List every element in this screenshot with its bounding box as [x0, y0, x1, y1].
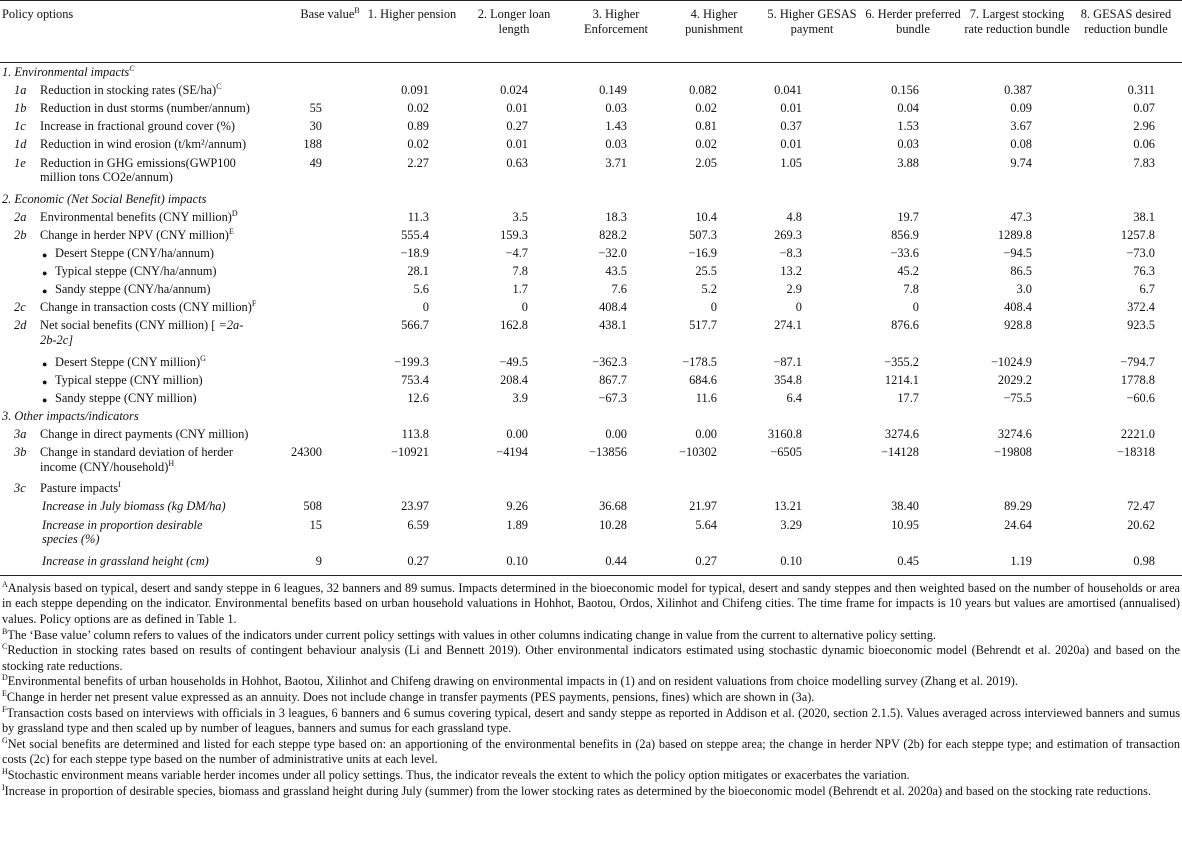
value-col-2: 0 — [521, 300, 528, 315]
row-label — [55, 282, 211, 297]
row-label — [40, 228, 234, 243]
value-col-7: 24.64 — [1004, 517, 1032, 532]
value-col-2: 162.8 — [500, 318, 528, 333]
value-col-4: 507.3 — [689, 227, 717, 242]
value-col-6: 38.40 — [891, 499, 919, 514]
value-col-7: 47.3 — [1010, 209, 1032, 224]
section-label-text: 1. Environmental impacts — [2, 65, 130, 79]
row-label-text: Environmental benefits (CNY million) — [40, 209, 232, 224]
value-col-2: 3.9 — [512, 390, 528, 405]
value-col-1: 12.6 — [407, 390, 429, 405]
row-code: 2c — [14, 300, 26, 315]
value-col-1: 0.02 — [407, 137, 429, 152]
footnote — [0, 768, 1182, 784]
value-col-6: 0.45 — [897, 553, 919, 568]
row-label-text: Change in transaction costs (CNY million) — [40, 300, 252, 315]
value-col-4: 0.81 — [695, 119, 717, 134]
value-col-8: 7.83 — [1133, 155, 1155, 170]
value-col-1: −199.3 — [394, 354, 429, 369]
value-col-1: 753.4 — [401, 372, 429, 387]
value-col-5: 3.29 — [780, 517, 802, 532]
value-col-5: 13.2 — [780, 264, 802, 279]
value-col-6: 45.2 — [897, 264, 919, 279]
value-col-6: 19.7 — [897, 209, 919, 224]
row-label-text: Reduction in stocking rates (SE/ha) — [40, 83, 217, 98]
row-label-text: Change in standard deviation of herder — [40, 445, 234, 460]
row-code: 1a — [14, 83, 27, 98]
header-base-text: Base value — [300, 7, 355, 21]
value-col-5: 0.01 — [780, 137, 802, 152]
value-col-2: −4194 — [496, 445, 528, 460]
value-col-5: 13.21 — [774, 499, 802, 514]
header-col-6: 6. Herder preferred bundle — [865, 7, 961, 36]
row-label-sup: D — [231, 208, 238, 218]
row-label-text: Reduction in wind erosion (t/km²/annum) — [40, 137, 247, 152]
value-col-2: 0.00 — [506, 427, 528, 441]
value-col-8: −73.0 — [1126, 246, 1155, 260]
value-col-3: 828.2 — [599, 227, 627, 242]
header-col-1: 1. Higher pension — [367, 7, 457, 21]
row-label-line2: 2b-2c] — [40, 332, 74, 347]
footnote-mark: C — [2, 642, 8, 652]
row-code: 1d — [14, 137, 27, 152]
value-col-3: 18.3 — [605, 209, 627, 224]
value-col-8: 76.3 — [1133, 264, 1155, 279]
footnote-text: Change in herder net present value expressed as an annuity. Does not include change in transfer payments (PES payments, pensions, fines) which are shown in (3a). — [6, 689, 815, 704]
value-col-7: 928.8 — [1004, 318, 1032, 333]
row-label — [40, 137, 246, 152]
value-col-3: 867.7 — [599, 372, 627, 387]
value-col-2: 0.01 — [506, 137, 528, 152]
value-col-4: 11.6 — [695, 390, 717, 405]
value-col-4: −10302 — [679, 445, 717, 460]
value-col-1: 23.97 — [401, 499, 429, 514]
footnote — [0, 643, 1182, 674]
value-col-1: 2.27 — [407, 155, 429, 170]
row-code: 3b — [14, 445, 27, 460]
value-col-1: 0.02 — [407, 101, 429, 116]
value-col-2: −4.7 — [505, 246, 528, 260]
bullet-icon: ● — [42, 394, 48, 405]
value-col-3: 36.68 — [599, 499, 627, 514]
header-col-3: 3. Higher Enforcement — [584, 7, 648, 36]
value-col-6: 10.95 — [891, 517, 919, 532]
value-col-7: 408.4 — [1004, 300, 1032, 315]
value-col-5: 1.05 — [780, 155, 802, 170]
value-col-2: 208.4 — [500, 372, 528, 387]
value-col-4: 0.082 — [689, 83, 717, 98]
value-col-8: 923.5 — [1127, 318, 1155, 333]
header-col-4: 4. Higher punishment — [685, 7, 743, 36]
row-label — [40, 210, 238, 225]
value-col-3: 0.03 — [605, 137, 627, 152]
row-label-sup: F — [251, 299, 257, 309]
value-col-5: 0.10 — [780, 553, 802, 568]
value-col-4: 0 — [710, 300, 717, 315]
value-col-4: 2.05 — [695, 155, 717, 170]
value-col-6: 17.7 — [897, 390, 919, 405]
row-label — [40, 101, 250, 116]
row-label-text: Change in herder NPV (CNY million) — [40, 227, 229, 242]
value-col-8: 72.47 — [1127, 499, 1155, 514]
value-col-1: −18.9 — [400, 246, 429, 260]
value-col-7: 3.67 — [1010, 119, 1032, 134]
value-col-2: 0.63 — [506, 155, 528, 170]
value-col-6: 856.9 — [891, 227, 919, 242]
value-col-5: 0.01 — [780, 101, 802, 116]
value-col-2: 7.8 — [512, 264, 528, 279]
bullet-icon: ● — [42, 250, 48, 260]
value-col-8: 0.07 — [1133, 101, 1155, 116]
bullet-icon: ● — [42, 376, 48, 387]
value-col-7: 1.19 — [1010, 553, 1032, 568]
value-col-6: 876.6 — [891, 318, 919, 333]
value-col-4: 5.64 — [695, 517, 717, 532]
row-label — [40, 427, 248, 442]
value-col-1: 0.091 — [401, 83, 429, 98]
value-col-5: 3160.8 — [767, 427, 802, 441]
value-col-3: 408.4 — [599, 300, 627, 315]
value-col-8: 372.4 — [1127, 300, 1155, 315]
base-value: 188 — [303, 137, 322, 152]
row-label — [40, 156, 236, 185]
value-col-3: −67.3 — [598, 390, 627, 405]
base-value: 30 — [309, 119, 322, 134]
value-col-7: 0.09 — [1010, 101, 1032, 116]
value-col-1: 0.27 — [407, 553, 429, 568]
header-col-7: 7. Largest stocking rate reduction bundle — [964, 7, 1070, 36]
value-col-8: 2221.0 — [1120, 427, 1155, 441]
value-col-6: −33.6 — [890, 246, 919, 260]
value-col-7: 2029.2 — [997, 372, 1032, 387]
value-col-6: 3274.6 — [884, 427, 919, 441]
value-col-6: −14128 — [881, 445, 919, 460]
value-col-4: 0.00 — [695, 427, 717, 441]
row-label-text: Typical steppe (CNY million) — [55, 372, 203, 387]
value-col-4: 517.7 — [689, 318, 717, 333]
row-label-text: Increase in grassland height (cm) — [42, 553, 209, 568]
footnote-mark: B — [2, 626, 8, 636]
header-base-value — [300, 7, 360, 22]
row-label — [40, 445, 233, 474]
footnote-mark: F — [2, 704, 7, 714]
value-col-7: 0.387 — [1004, 83, 1032, 98]
value-col-7: −19808 — [994, 445, 1032, 460]
header-col-2: 2. Longer loan length — [477, 7, 551, 36]
row-label-text: Increase in July biomass (kg DM/ha) — [42, 499, 226, 514]
footnote-text: Increase in proportion of desirable species, biomass and grassland height during July (summer) from the lower stocking rates as determined by the bioeconomic model (Behrendt et al. 2020a) and based on the stocking rate reductions. — [4, 783, 1152, 798]
value-col-4: 0.02 — [695, 137, 717, 152]
row-label-text: Typical steppe (CNY/ha/annum) — [55, 264, 217, 279]
row-label — [55, 373, 203, 388]
value-col-1: 28.1 — [407, 264, 429, 279]
row-label-text: Reduction in dust storms (number/annum) — [40, 101, 250, 116]
bullet-icon: ● — [42, 358, 48, 369]
base-value: 55 — [309, 101, 322, 116]
row-label — [40, 481, 121, 496]
row-code: 3c — [14, 481, 26, 496]
row-code: 2b — [14, 227, 27, 242]
value-col-3: 0.03 — [605, 101, 627, 116]
row-label-line2: million tons CO2e/annum) — [40, 170, 173, 184]
footnote-text: Environmental benefits of urban households in Hohhot, Baotou, Xilinhot and Chifeng drawing on environmental impacts in (1) and on resident valuations from choice modelling survey (Zhang et al. 2019). — [7, 674, 1018, 689]
bottom-rule — [0, 575, 1182, 576]
value-col-3: 7.6 — [611, 282, 627, 297]
value-col-8: 1778.8 — [1120, 372, 1155, 387]
row-label-text: Pasture impacts — [40, 481, 119, 496]
footnote-mark: G — [2, 735, 8, 745]
value-col-7: 89.29 — [1004, 499, 1032, 514]
footnotes — [0, 581, 1182, 799]
row-label-text: Desert Steppe (CNY million) — [55, 354, 201, 369]
value-col-3: 10.28 — [599, 517, 627, 532]
section-label-text: 3. Other impacts/indicators — [2, 408, 139, 423]
value-col-1: −10921 — [391, 445, 429, 460]
base-value: 24300 — [291, 445, 322, 460]
value-col-3: −32.0 — [598, 246, 627, 260]
value-col-1: 0.89 — [407, 119, 429, 134]
value-col-5: 354.8 — [774, 372, 802, 387]
section-label — [2, 409, 139, 424]
footnote-mark: E — [2, 688, 7, 698]
value-col-7: 9.74 — [1010, 155, 1032, 170]
value-col-6: 0.03 — [897, 137, 919, 152]
value-col-3: 0.149 — [599, 83, 627, 98]
value-col-3: 438.1 — [599, 318, 627, 333]
footnote-text: Reduction in stocking rates based on results of contingent behaviour analysis (Li and Bennett 2019). Other environmental indicators estimated using stochastic dynamic bioeconomic model (Behrendt et al. 2020a) and based on the stocking rate reductions. — [2, 643, 1180, 673]
value-col-7: −94.5 — [1003, 246, 1032, 260]
value-col-7: −1024.9 — [990, 354, 1032, 369]
footnote-mark: D — [2, 673, 8, 683]
row-code: 1b — [14, 101, 27, 116]
value-col-8: 20.62 — [1127, 517, 1155, 532]
value-col-3: 43.5 — [605, 264, 627, 279]
value-col-6: 0.04 — [897, 101, 919, 116]
value-col-2: 3.5 — [512, 209, 528, 224]
row-label — [42, 518, 203, 547]
row-label — [55, 391, 197, 406]
value-col-1: 6.59 — [407, 517, 429, 532]
footnote — [0, 581, 1182, 628]
value-col-4: 5.2 — [701, 282, 717, 297]
value-col-2: 0.024 — [500, 83, 528, 98]
value-col-7: 3274.6 — [997, 427, 1032, 441]
value-col-2: 159.3 — [500, 227, 528, 242]
value-col-5: 0.37 — [780, 119, 802, 134]
value-col-8: 0.311 — [1127, 83, 1155, 98]
value-col-4: −16.9 — [688, 246, 717, 260]
row-code: 3a — [14, 427, 27, 441]
row-label — [55, 264, 217, 279]
value-col-2: 0.10 — [506, 553, 528, 568]
value-col-3: 0.44 — [605, 553, 627, 568]
value-col-4: 684.6 — [689, 372, 717, 387]
value-col-6: 0 — [912, 300, 919, 315]
value-col-1: 11.3 — [407, 209, 429, 224]
row-label-text: Desert Steppe (CNY/ha/annum) — [55, 246, 214, 260]
value-col-3: 1.43 — [605, 119, 627, 134]
row-label-text: Increase in fractional ground cover (%) — [40, 119, 236, 134]
value-col-2: 0.01 — [506, 101, 528, 116]
bullet-icon: ● — [42, 286, 48, 297]
footnote — [0, 628, 1182, 644]
value-col-5: 0 — [795, 300, 802, 315]
value-col-1: 5.6 — [413, 282, 429, 297]
value-col-2: 1.89 — [506, 517, 528, 532]
value-col-3: −13856 — [589, 445, 627, 460]
value-col-2: 9.26 — [506, 499, 528, 514]
row-label-line2: income (CNY/household) — [40, 459, 169, 474]
value-col-5: −87.1 — [773, 354, 802, 369]
value-col-4: 25.5 — [695, 264, 717, 279]
value-col-1: 0 — [422, 300, 429, 315]
header-col-8: 8. GESAS desired reduction bundle — [1080, 7, 1172, 36]
value-col-1: 566.7 — [401, 318, 429, 333]
row-label-text: Sandy steppe (CNY million) — [55, 390, 197, 405]
footnote — [0, 784, 1182, 800]
value-col-6: 0.156 — [891, 83, 919, 98]
value-col-4: 0.02 — [695, 101, 717, 116]
base-value: 15 — [309, 517, 322, 532]
base-value: 9 — [315, 553, 322, 568]
footnote-text: Transaction costs based on interviews with officials in 3 leagues, 6 banners and 6 sumus covering typical, desert and sandy steppe as reported in Addison et al. (2020, section 2.1.5). Values averaged across interviewed banners and sumus by grassland type and then scaled up by number of leagues, banners and sumus for each grassland type. — [2, 705, 1180, 736]
value-col-8: 38.1 — [1133, 209, 1155, 224]
value-col-4: 10.4 — [695, 209, 717, 224]
row-label-sup: I — [118, 480, 121, 490]
value-col-8: 0.98 — [1133, 553, 1155, 568]
value-col-7: −75.5 — [1003, 390, 1032, 405]
value-col-3: 0.00 — [605, 427, 627, 441]
value-col-8: 0.06 — [1133, 137, 1155, 152]
row-code: 1e — [14, 155, 26, 170]
footnote — [0, 737, 1182, 768]
footnote-text: Net social benefits are determined and listed for each steppe type based on: an apportioning of the environmental benefits in (2a) based on steppe area; the change in herder NPV (2b) for each steppe type; and estimation of transaction costs (2c) for each steppe type based on the number of administrative units at each level. — [2, 736, 1180, 767]
value-col-5: 274.1 — [774, 318, 802, 333]
value-col-5: 2.9 — [786, 282, 802, 297]
value-col-8: 1257.8 — [1120, 227, 1155, 242]
row-label-line2: species (%) — [42, 532, 100, 546]
value-col-4: 21.97 — [689, 499, 717, 514]
row-label-sup: G — [200, 353, 206, 363]
section-label-sup: C — [129, 64, 135, 73]
header-base-sup: B — [354, 6, 360, 15]
footnote-text: The ‘Base value’ column refers to values of the indicators under current policy settings with values in other columns indicating change in value from the current to alternative policy setting. — [7, 627, 936, 642]
value-col-7: 1289.8 — [997, 227, 1032, 242]
value-col-4: −178.5 — [682, 354, 717, 369]
value-col-6: −355.2 — [884, 354, 919, 369]
value-col-2: 0.27 — [506, 119, 528, 134]
footnote-text: Stochastic environment means variable herder incomes under all policy settings. Thus, the indicator reveals the extent to which the policy option mitigates or exacerbates the variation. — [7, 767, 910, 782]
row-label-sup: H — [168, 458, 175, 468]
footnote — [0, 674, 1182, 690]
row-label-sup: C — [216, 82, 222, 92]
footnote-mark: I — [2, 782, 5, 792]
row-code: 2a — [14, 209, 27, 224]
footnote — [0, 690, 1182, 706]
section-label-text: 2. Economic (Net Social Benefit) impacts — [2, 191, 207, 206]
value-col-8: 6.7 — [1139, 282, 1155, 297]
footnote-text: Analysis based on typical, desert and sandy steppe in 6 leagues, 32 banners and 89 sumus. Impacts determined in the bioeconomic model for typical, desert and sandy steppes and then weighted based on the number of households or area in each steppe depending on the indicator. Environmental benefits based on urban household valuations in Hohhot, Baotou, Ordos, Xilinhot and Chifeng cities. The time frame for impacts is 10 years but values are amortised (annualised) values. Policy options are as defined in Table 1. — [2, 580, 1180, 626]
base-value: 508 — [303, 499, 322, 514]
row-label-text: Reduction in GHG emissions(GWP100 — [40, 155, 236, 170]
section-label — [2, 192, 206, 207]
value-col-4: 0.27 — [695, 553, 717, 568]
row-label-text: Net social benefits (CNY million) [ =2a- — [40, 318, 244, 333]
value-col-6: 3.88 — [897, 155, 919, 170]
row-code: 1c — [14, 119, 26, 134]
value-col-1: 555.4 — [401, 227, 429, 242]
value-col-3: −362.3 — [592, 354, 627, 369]
value-col-5: 4.8 — [786, 209, 802, 224]
value-col-6: 7.8 — [903, 282, 919, 297]
header-rule — [0, 62, 1182, 63]
row-label-text: Increase in proportion desirable — [42, 517, 203, 532]
value-col-5: 269.3 — [774, 227, 802, 242]
row-label — [40, 300, 256, 315]
bullet-icon: ● — [42, 268, 48, 279]
header-policy-options: Policy options — [2, 7, 74, 21]
footnote-mark: A — [2, 579, 8, 589]
table-header — [0, 0, 1182, 60]
value-col-5: −8.3 — [779, 246, 802, 260]
value-col-8: −60.6 — [1126, 390, 1155, 405]
row-label-text: Change in direct payments (CNY million) — [40, 427, 249, 441]
value-col-6: 1214.1 — [884, 372, 919, 387]
section-label — [2, 65, 135, 80]
value-col-5: −6505 — [770, 445, 802, 460]
row-label — [55, 246, 214, 261]
value-col-2: −49.5 — [499, 354, 528, 369]
value-col-1: 113.8 — [401, 427, 429, 441]
value-col-7: 3.0 — [1016, 282, 1032, 297]
value-col-8: 2.96 — [1133, 119, 1155, 134]
row-label — [40, 83, 222, 98]
row-label — [55, 355, 206, 370]
row-label-text: Sandy steppe (CNY/ha/annum) — [55, 282, 211, 297]
value-col-7: 0.08 — [1010, 137, 1032, 152]
value-col-3: 3.71 — [605, 155, 627, 170]
row-label — [40, 119, 235, 134]
row-label-sup: E — [228, 226, 234, 236]
value-col-5: 6.4 — [786, 390, 802, 405]
value-col-2: 1.7 — [512, 282, 528, 297]
value-col-5: 0.041 — [774, 83, 802, 98]
value-col-8: −794.7 — [1120, 354, 1155, 369]
row-label — [40, 318, 243, 347]
footnote-mark: H — [2, 766, 8, 776]
row-label — [42, 499, 226, 514]
row-code: 2d — [14, 318, 27, 333]
value-col-8: −18318 — [1117, 445, 1155, 460]
row-label — [42, 554, 209, 569]
header-col-5: 5. Higher GESAS payment — [767, 7, 857, 36]
base-value: 49 — [309, 155, 322, 170]
value-col-7: 86.5 — [1010, 264, 1032, 279]
value-col-6: 1.53 — [897, 119, 919, 134]
footnote — [0, 706, 1182, 737]
